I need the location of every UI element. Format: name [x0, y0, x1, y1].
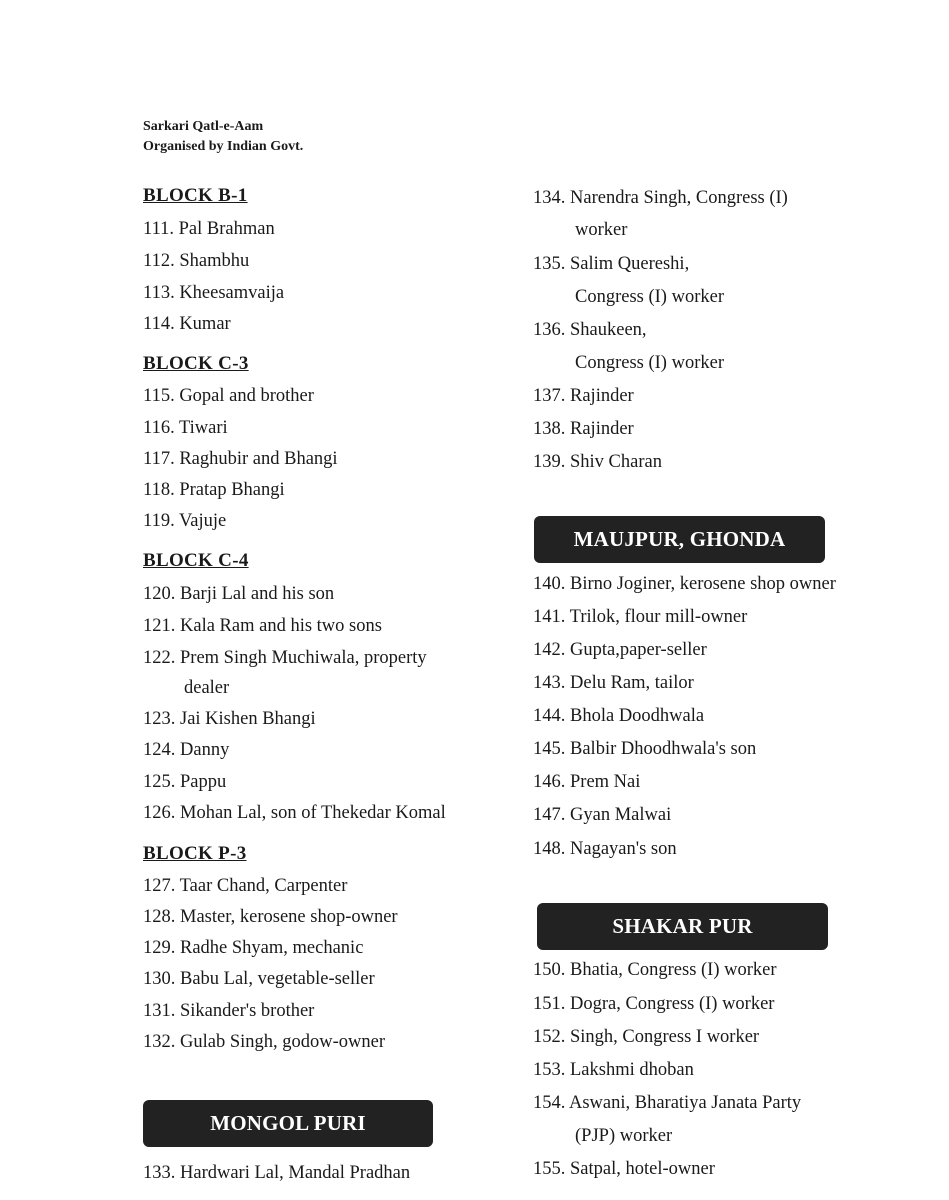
list-item: 129. Radhe Shyam, mechanic	[143, 938, 364, 958]
list-item: 138. Rajinder	[533, 419, 634, 439]
list-item: 142. Gupta,paper-seller	[533, 640, 707, 660]
list-item: 127. Taar Chand, Carpenter	[143, 876, 348, 896]
list-item: 148. Nagayan's son	[533, 839, 677, 859]
list-item: 117. Raghubir and Bhangi	[143, 449, 338, 469]
list-item: 115. Gopal and brother	[143, 386, 314, 406]
list-item: 111. Pal Brahman	[143, 219, 275, 239]
list-item: 134. Narendra Singh, Congress (I)	[533, 188, 788, 208]
list-item: 150. Bhatia, Congress (I) worker	[533, 960, 777, 980]
list-item: 125. Pappu	[143, 772, 227, 792]
list-item: 135. Salim Quereshi,	[533, 254, 690, 274]
list-item: 144. Bhola Doodhwala	[533, 706, 705, 726]
list-item: 116. Tiwari	[143, 418, 228, 438]
list-item: 155. Satpal, hotel-owner	[533, 1159, 715, 1179]
list-item: 140. Birno Joginer, kerosene shop owner	[533, 574, 836, 594]
list-item: 119. Vajuje	[143, 511, 227, 531]
list-item: 141. Trilok, flour mill-owner	[533, 607, 748, 627]
list-item: 131. Sikander's brother	[143, 1001, 315, 1021]
list-item: 113. Kheesamvaija	[143, 283, 285, 303]
list-item: 143. Delu Ram, tailor	[533, 673, 694, 693]
list-item: 123. Jai Kishen Bhangi	[143, 709, 316, 729]
list-item: 118. Pratap Bhangi	[143, 480, 285, 500]
list-item: 137. Rajinder	[533, 386, 634, 406]
list-item: 132. Gulab Singh, godow-owner	[143, 1032, 386, 1052]
list-item: 153. Lakshmi dhoban	[533, 1060, 694, 1080]
list-item: 139. Shiv Charan	[533, 452, 662, 472]
list-item: 152. Singh, Congress I worker	[533, 1027, 760, 1047]
block-b1-heading: BLOCK B-1	[143, 185, 248, 206]
list-item: 145. Balbir Dhoodhwala's son	[533, 739, 757, 759]
section-banner-mongol-puri: MONGOL PURI	[143, 1100, 433, 1147]
list-item: 121. Kala Ram and his two sons	[143, 616, 382, 636]
list-item: 126. Mohan Lal, son of Thekedar Komal	[143, 803, 446, 823]
list-item: 154. Aswani, Bharatiya Janata Party	[533, 1093, 802, 1113]
section-banner-shakar-pur: SHAKAR PUR	[537, 903, 828, 950]
block-p3-heading: BLOCK P-3	[143, 843, 247, 864]
list-item-continuation: Congress (I) worker	[575, 287, 724, 307]
list-item: 124. Danny	[143, 740, 230, 760]
list-item: 151. Dogra, Congress (I) worker	[533, 994, 775, 1014]
list-item: 146. Prem Nai	[533, 772, 641, 792]
section-banner-maujpur-ghonda: MAUJPUR, GHONDA	[534, 516, 825, 563]
list-item: 130. Babu Lal, vegetable-seller	[143, 969, 375, 989]
list-item: 128. Master, kerosene shop-owner	[143, 907, 398, 927]
list-item-continuation: Congress (I) worker	[575, 353, 724, 373]
list-item-continuation: dealer	[184, 678, 230, 698]
list-item-continuation: worker	[575, 220, 628, 240]
list-item: 120. Barji Lal and his son	[143, 584, 335, 604]
header-title: Sarkari Qatl-e-Aam	[143, 119, 264, 134]
list-item: 112. Shambhu	[143, 251, 250, 271]
header-subtitle: Organised by Indian Govt.	[143, 139, 304, 154]
list-item-continuation: (PJP) worker	[575, 1126, 673, 1146]
block-c4-heading: BLOCK C-4	[143, 550, 249, 571]
block-c3-heading: BLOCK C-3	[143, 353, 249, 374]
list-item: 136. Shaukeen,	[533, 320, 647, 340]
list-item: 147. Gyan Malwai	[533, 805, 672, 825]
list-item: 114. Kumar	[143, 314, 231, 334]
document-header	[143, 117, 303, 157]
list-item: 133. Hardwari Lal, Mandal Pradhan	[143, 1163, 411, 1183]
list-item: 122. Prem Singh Muchiwala, property	[143, 648, 427, 668]
